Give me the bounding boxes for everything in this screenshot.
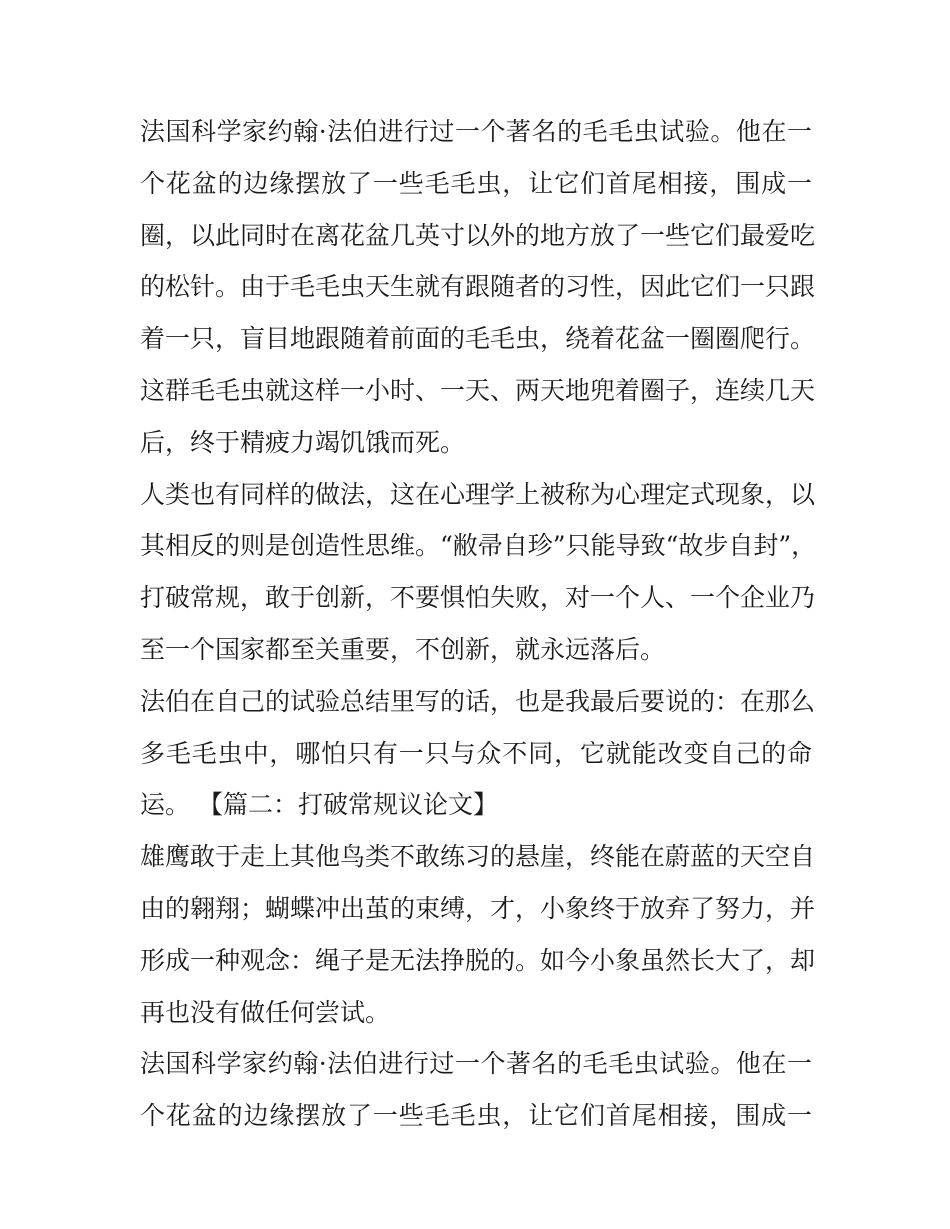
text-line: 再也没有做任何尝试。 — [140, 997, 391, 1027]
text-line: 这群毛毛虫就这样一小时、一天、两天地兜着圈子，连续几天 — [140, 375, 816, 405]
text-line: 着一只，盲目地跟随着前面的毛毛虫，绕着花盆一圈圈爬行。 — [140, 324, 816, 354]
paragraph-1 — [140, 106, 816, 469]
text-line: 后，终于精疲力竭饥饿而死。 — [140, 427, 466, 457]
text-line: 法国科学家约翰·法伯进行过一个著名的毛毛虫试验。他在一 — [140, 117, 812, 146]
text-line: 的松针。由于毛毛虫天生就有跟随者的习性，因此它们一只跟 — [140, 272, 816, 302]
text-line: 雄鹰敢于走上其他鸟类不敢练习的悬崖，终能在蔚蓝的天空自 — [140, 842, 816, 872]
paragraph-2 — [140, 469, 817, 676]
text-line: 多毛毛虫中，哪怕只有一只与众不同，它就能改变自己的命 — [140, 738, 812, 768]
text-line: 个花盆的边缘摆放了一些毛毛虫，让它们首尾相接，围成一 — [140, 168, 812, 198]
text-line: 法国科学家约翰·法伯进行过一个著名的毛毛虫试验。他在一 — [140, 1049, 812, 1079]
text-line: 其相反的则是创造性思维。“敝帚自珍”只能导致“故步自封”， — [140, 531, 817, 561]
text-line: 打破常规，敢于创新，不要惧怕失败，对一个人、一个企业乃 — [140, 583, 816, 613]
document-body — [140, 106, 817, 1142]
text-line: 圈，以此同时在离花盆几英寸以外的地方放了一些它们最爱吃 — [140, 220, 816, 250]
text-line: 形成一种观念：绳子是无法挣脱的。如今小象虽然长大了，却 — [140, 945, 816, 975]
text-line: 由的翱翔；蝴蝶冲出茧的束缚，才，小象终于放弃了努力，并 — [140, 893, 816, 923]
text-line: 人类也有同样的做法，这在心理学上被称为心理定式现象，以 — [140, 479, 816, 509]
paragraph-3 — [140, 676, 816, 831]
paragraph-5 — [140, 1038, 812, 1142]
text-line: 运。 【篇二：打破常规议论文】 — [140, 790, 498, 820]
text-line: 法伯在自己的试验总结里写的话，也是我最后要说的：在那么 — [140, 686, 816, 716]
text-line: 个花盆的边缘摆放了一些毛毛虫，让它们首尾相接，围成一 — [140, 1101, 812, 1131]
text-line: 至一个国家都至关重要，不创新，就永远落后。 — [140, 634, 666, 664]
paragraph-4 — [140, 831, 816, 1038]
